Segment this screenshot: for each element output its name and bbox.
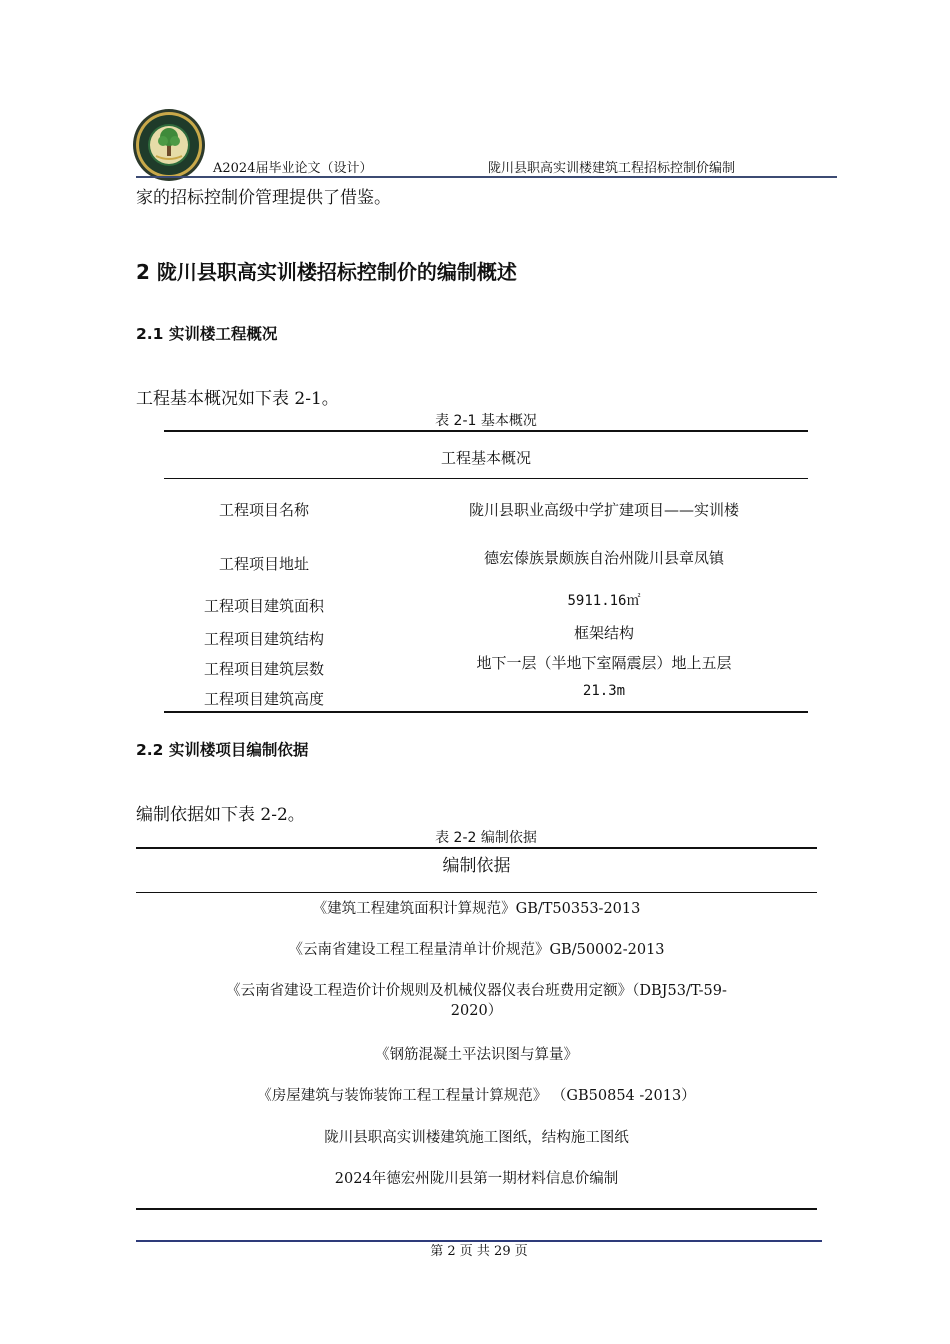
- header-right-text: 陇川县职高实训楼建筑工程招标控制价编制: [488, 161, 736, 176]
- table1-row-label: 工程项目建筑层数: [203, 660, 324, 678]
- table2-row: 《建筑工程建筑面积计算规范》GB/T50353-2013: [312, 901, 641, 917]
- table1-caption: 表 2-1 基本概况: [435, 413, 537, 429]
- table1-bottom-rule: [164, 711, 808, 713]
- table1-lead-text: 工程基本概况如下表 2-1。: [136, 389, 339, 409]
- table1-row-value: 框架结构: [573, 624, 634, 642]
- table1-row-value: 5911.16㎡: [567, 593, 641, 609]
- table1-header-rule: [164, 478, 808, 479]
- table1-row-label: 工程项目地址: [218, 555, 309, 573]
- table2-row-continued: 2020）: [450, 1003, 503, 1019]
- table2-row: 《钢筋混凝土平法识图与算量》: [375, 1047, 578, 1063]
- table1-row-label: 工程项目建筑面积: [203, 597, 324, 615]
- table2-caption: 表 2-2 编制依据: [435, 830, 537, 846]
- table2-top-rule: [136, 847, 817, 849]
- table1-row-value: 陇川县职业高级中学扩建项目——实训楼: [468, 501, 739, 519]
- table2-row: 2024年德宏州陇川县第一期材料信息价编制: [334, 1171, 619, 1187]
- header-left-text: A2024届毕业论文（设计）: [213, 161, 373, 176]
- table1-row-label: 工程项目建筑高度: [203, 690, 324, 708]
- subsection-heading-2-2: 2.2 实训楼项目编制依据: [136, 741, 309, 759]
- table1-row-value: 21.3m: [582, 683, 626, 699]
- intro-paragraph: 家的招标控制价管理提供了借鉴。: [136, 188, 391, 208]
- table1-row-value: 德宏傣族景颇族自治州陇川县章凤镇: [483, 549, 724, 567]
- university-seal-icon: [132, 108, 206, 182]
- table2-bottom-rule: [136, 1208, 817, 1210]
- table1-row-label: 工程项目建筑结构: [203, 630, 324, 648]
- page-number: 第 2 页 共 29 页: [430, 1244, 528, 1259]
- table2-row: 《云南省建设工程工程量清单计价规范》GB/50002-2013: [288, 942, 665, 958]
- table2-lead-text: 编制依据如下表 2-2。: [136, 805, 305, 825]
- table1-row-value: 地下一层（半地下室隔震层）地上五层: [476, 654, 732, 672]
- subsection-heading-2-1: 2.1 实训楼工程概况: [136, 325, 278, 343]
- table2-header: 编制依据: [442, 856, 511, 876]
- table2-row: 《房屋建筑与装饰装饰工程工程量计算规范》 （GB50854 -2013）: [257, 1088, 696, 1104]
- table2-row: 《云南省建设工程造价计价规则及机械仪器仪表台班费用定额》（DBJ53/T-59-: [226, 983, 727, 999]
- table2-header-rule: [136, 892, 817, 893]
- header-divider: [136, 176, 837, 178]
- table2-row: 陇川县职高实训楼建筑施工图纸，结构施工图纸: [324, 1130, 629, 1146]
- table1-top-rule: [164, 430, 808, 432]
- table1-row-label: 工程项目名称: [218, 501, 309, 519]
- table1-header: 工程基本概况: [440, 449, 531, 467]
- section-heading: 2 陇川县职高实训楼招标控制价的编制概述: [136, 260, 517, 284]
